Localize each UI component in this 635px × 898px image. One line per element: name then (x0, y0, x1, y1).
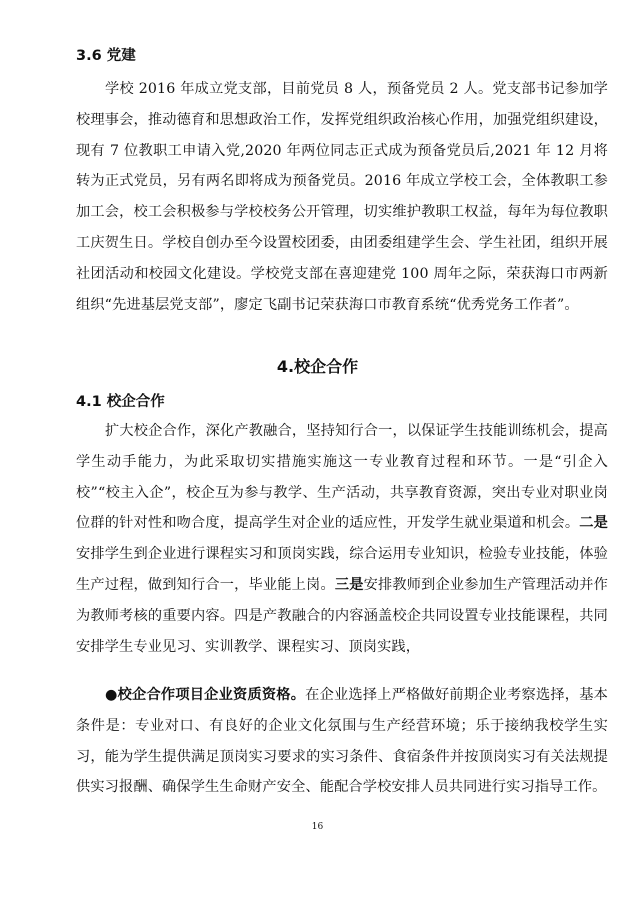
section-heading-3-6: 3.6 党建 (76, 48, 136, 64)
page-number: 16 (311, 822, 324, 832)
qualification-text: 在企业选择上严格做好前期企业考察选择，基本条件是：专业对口、有良好的企业文化氛围与生产经营环境；乐于接纳我校学生实习，能为学生提供满足顶岗实习要求的实习条件、食宿条件并按顶岗实习有关法规提供实习报酬、确保学生生命财产安全、能配合学校安排人员共同进行实习指导工作。 (76, 687, 609, 796)
section-heading-4-1: 4.1 校企合作 (76, 394, 165, 410)
cooperation-text-3: 安排教师到企业参加生产管理活动并作为教师考核的重要内容。四是产教融合的内容涵盖校企共同设置专业技能课程，共同安排学生专业见习、实训教学、课程实习、顶岗实践， (76, 576, 608, 655)
chapter-heading-4: 4.校企合作 (276, 357, 359, 376)
cooperation-text-2: 安排学生到企业进行课程实习和顶岗实践，综合运用专业知识，检验专业技能，体验生产过程，做到知行合一，毕业能上岗。 (76, 546, 608, 593)
cooperation-bold-3: 三是 (334, 576, 364, 593)
paragraph-cooperation (76, 416, 608, 662)
paragraph-party-building: 学校 2016 年成立党支部，目前党员 8 人，预备党员 2 人。党支部书记参加学校理事会，推动德育和思想政治工作，发挥党组织政治核心作用，加强党组织建设，现有 7 位教职工申请入党,2020 年两位同志正式成为预备党员后,2021 年 12 月将转为正式党员，另有两名即将成为预备党员。2016 年成立学校工会，全体教职工参加工会，校工会积极参与学校校务公开管理，切实维护教职工权益，每年为每位教职工庆贺生日。学校自创办至今设置校团委，由团委组建学生会、学生社团，组织开展社团活动和校园文化建设。学校党支部在喜迎建党 100 周年之际，荣获海口市两新组织“先进基层党支部”，廖定飞副书记荣获海口市教育系统“优秀党务工作者”。 (76, 81, 608, 313)
paragraph-qualification (76, 680, 608, 803)
qualification-heading: ●校企合作项目企业资质资格。 (105, 687, 306, 703)
cooperation-text-1: 扩大校企合作，深化产教融合，坚持知行合一，以保证学生技能训练机会，提高学生动手能力，为此采取切实措施实施这一专业教育过程和环节。一是“引企入校”“校主入企”，校企互为参与教学、生产活动，共享教育资源，突出专业对职业岗位群的针对性和吻合度，提高学生对企业的适应性，开发学生就业渠道和机会。 (76, 423, 608, 532)
cooperation-bold-2: 二是 (579, 515, 608, 532)
